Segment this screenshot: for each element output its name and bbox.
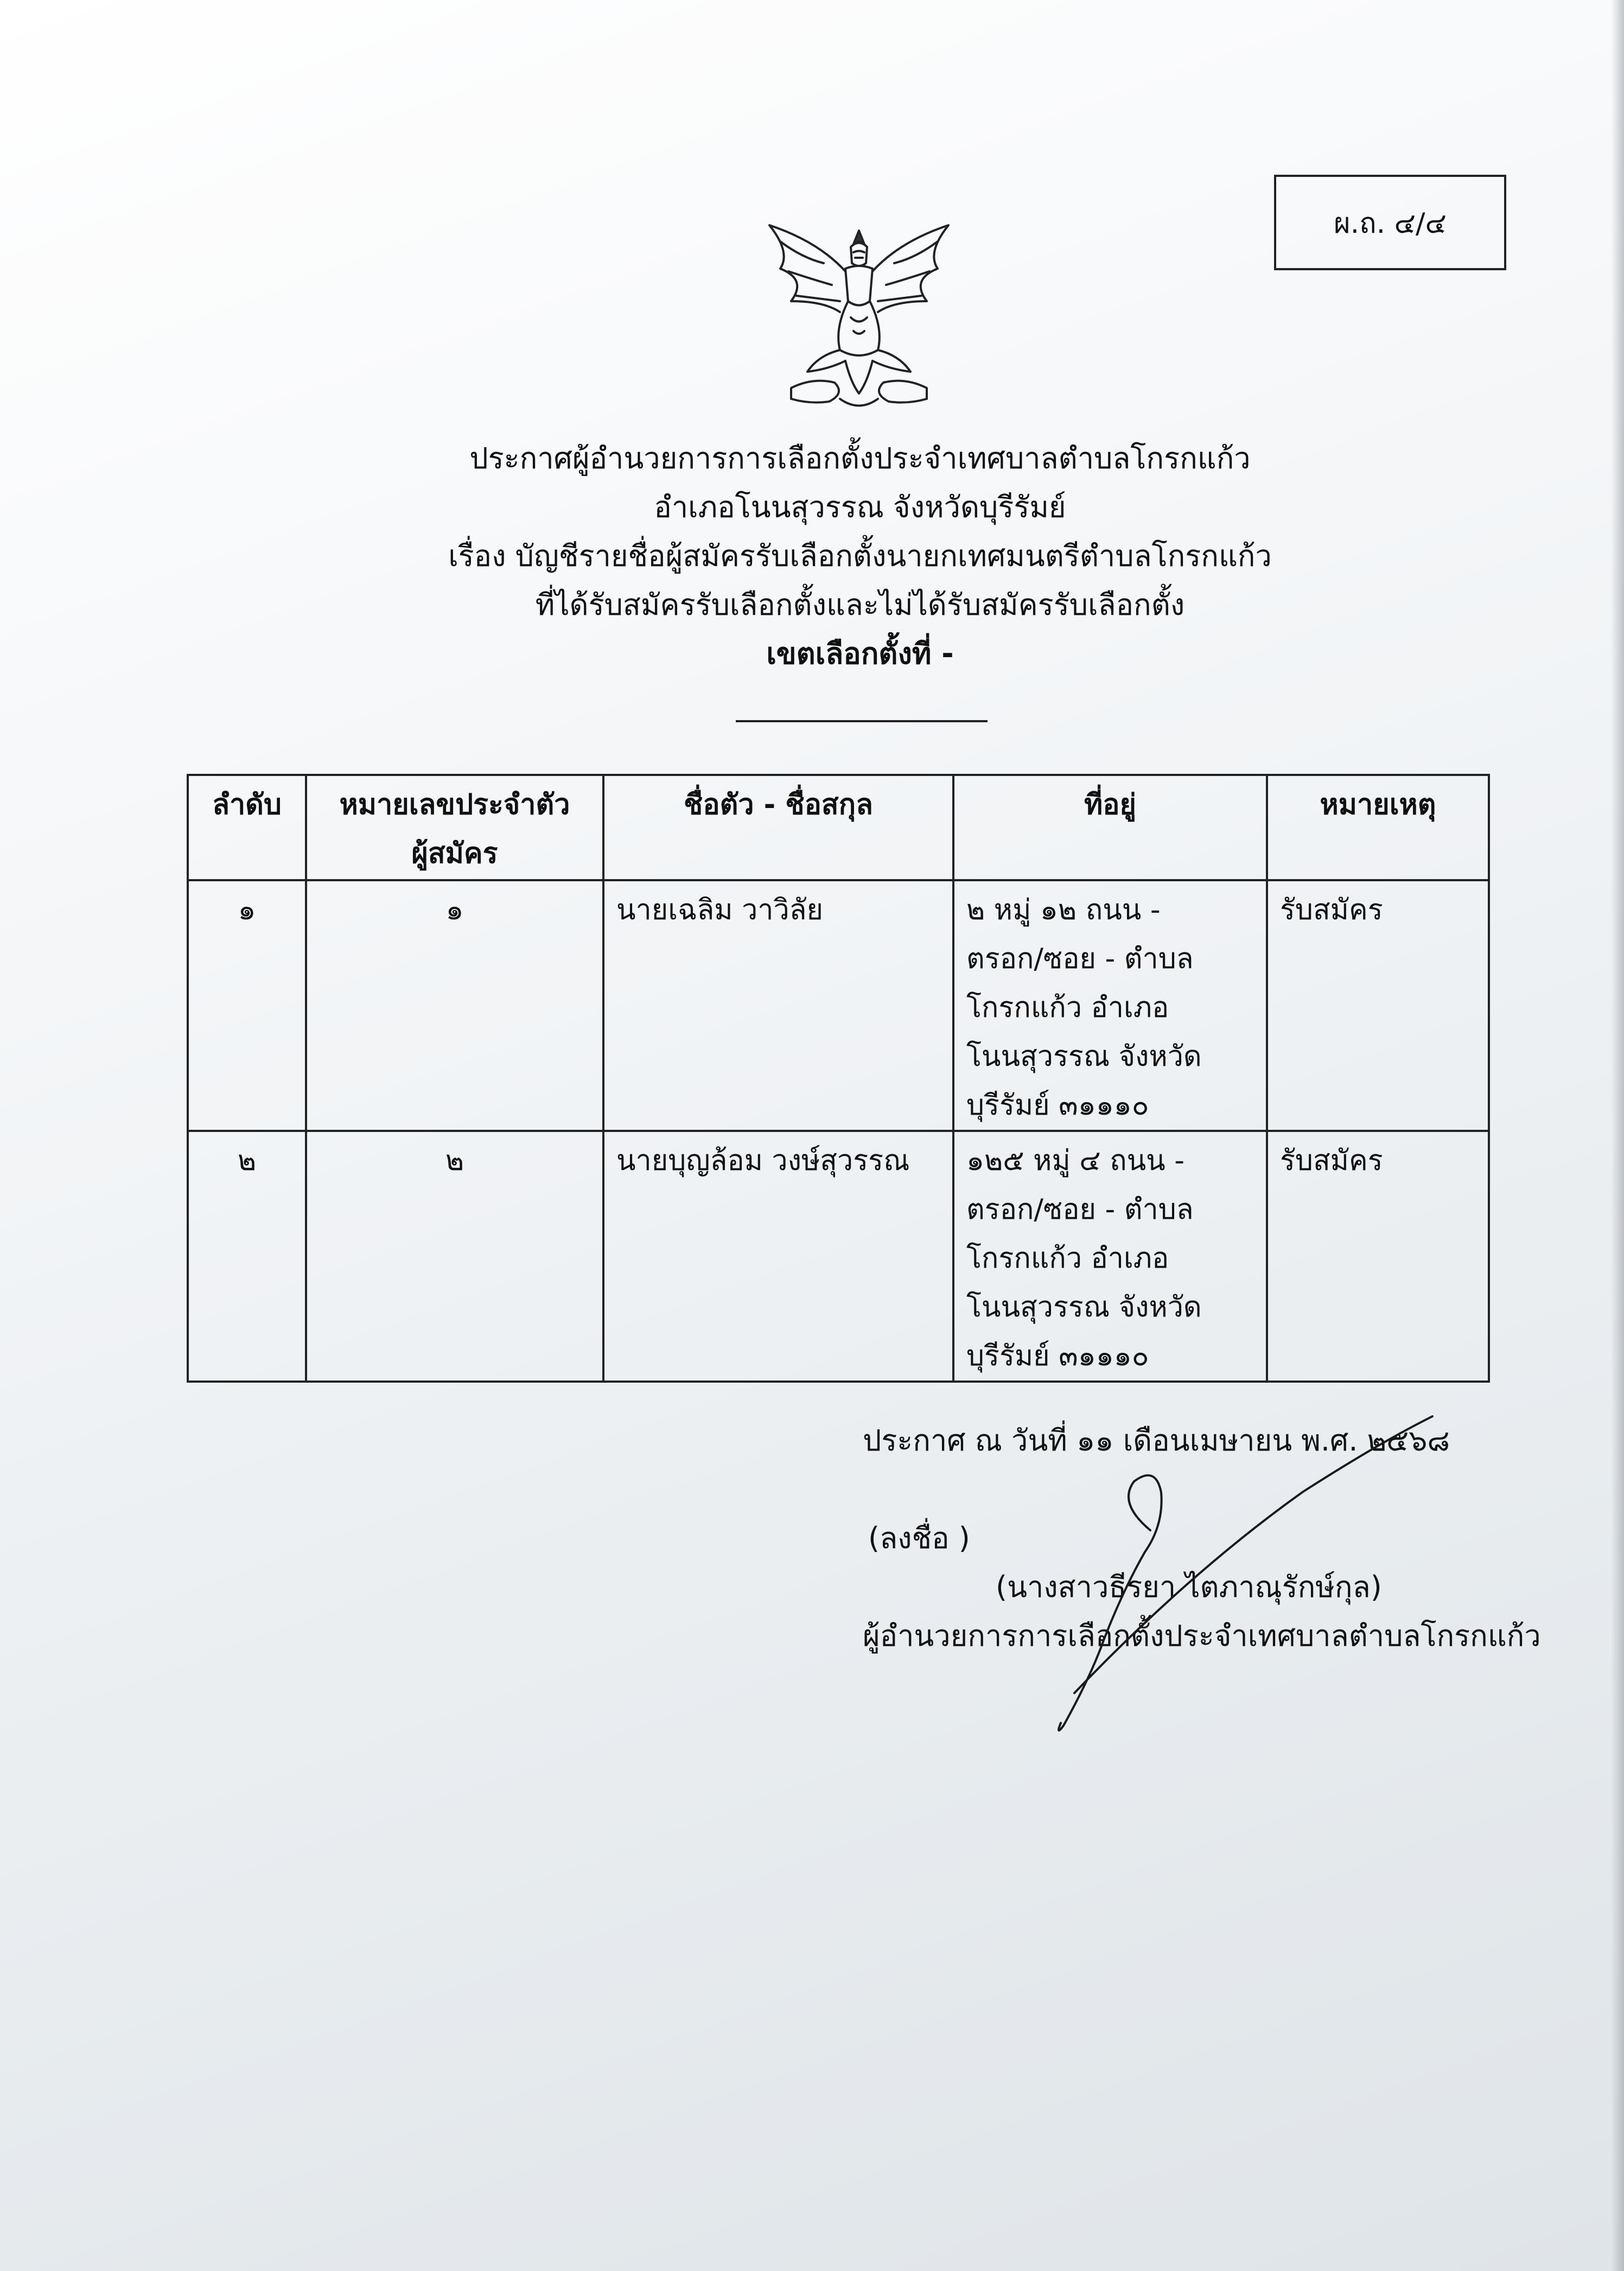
form-code-box bbox=[1274, 175, 1506, 270]
row-order: ๒ bbox=[188, 1131, 306, 1382]
address-line: บุรีรัมย์ ๓๑๑๑๐ bbox=[966, 1340, 1149, 1372]
row-candidate-no: ๒ bbox=[306, 1131, 603, 1382]
header-line-2: อำเภอโนนสุวรรณ จังหวัดบุรีรัมย์ bbox=[654, 490, 1066, 524]
table-row bbox=[188, 880, 1489, 1131]
row-name: นายเฉลิม วาวิลัย bbox=[603, 880, 953, 1131]
form-code: ผ.ถ. ๔/๔ bbox=[1334, 207, 1447, 240]
address-line: โกรกแก้ว อำเภอ bbox=[966, 1242, 1169, 1275]
address-line: ตรอก/ซอย - ตำบล bbox=[966, 943, 1194, 975]
address-line: ๒ หมู่ ๑๒ ถนน - bbox=[966, 894, 1161, 926]
col-remark: หมายเหตุ bbox=[1267, 775, 1489, 880]
col-candidate-no-line2: ผู้สมัคร bbox=[411, 837, 498, 870]
col-address: ที่อยู่ bbox=[953, 775, 1267, 880]
signer-title: ผู้อำนวยการการเลือกตั้งประจำเทศบาลตำบลโกรกแก้ว bbox=[863, 1619, 1541, 1653]
col-order: ลำดับ bbox=[188, 775, 306, 880]
address-line: ตรอก/ซอย - ตำบล bbox=[966, 1193, 1194, 1226]
row-candidate-no: ๑ bbox=[306, 880, 603, 1131]
table-row bbox=[188, 1131, 1489, 1382]
row-address bbox=[953, 1131, 1267, 1382]
address-line: บุรีรัมย์ ๓๑๑๑๐ bbox=[966, 1089, 1149, 1122]
announcement-date: ประกาศ ณ วันที่ ๑๑ เดือนเมษายน พ.ศ. ๒๕๖๘ bbox=[863, 1423, 1450, 1458]
handwritten-signature bbox=[1053, 1411, 1465, 1736]
address-line: โกรกแก้ว อำเภอ bbox=[966, 991, 1169, 1024]
address-line: ๑๒๕ หมู่ ๔ ถนน - bbox=[966, 1144, 1185, 1177]
header-line-5: เขตเลือกตั้งที่ - bbox=[766, 637, 954, 671]
candidate-table bbox=[187, 774, 1490, 1383]
header-line-1: ประกาศผู้อำนวยการการเลือกตั้งประจำเทศบาลตำบลโกรกแก้ว bbox=[469, 441, 1251, 475]
address-line: โนนสุวรรณ จังหวัด bbox=[966, 1291, 1202, 1324]
col-candidate-no bbox=[306, 775, 603, 880]
col-candidate-no-line1: หมายเลขประจำตัว bbox=[339, 788, 570, 821]
header-line-4: ที่ได้รับสมัครรับเลือกตั้งและไม่ได้รับสมัครรับเลือกตั้ง bbox=[535, 588, 1185, 622]
garuda-emblem-icon bbox=[759, 220, 959, 426]
header-divider bbox=[736, 720, 988, 722]
row-address bbox=[953, 880, 1267, 1131]
col-name: ชื่อตัว - ชื่อสกุล bbox=[603, 775, 953, 880]
signer-name: (นางสาวธีรยา ไตภาณุรักษ์กุล) bbox=[996, 1570, 1382, 1604]
sign-label: (ลงชื่อ ) bbox=[868, 1521, 970, 1555]
row-remark: รับสมัคร bbox=[1267, 1131, 1489, 1382]
row-name: นายบุญล้อม วงษ์สุวรรณ bbox=[603, 1131, 953, 1382]
address-line: โนนสุวรรณ จังหวัด bbox=[966, 1040, 1202, 1073]
table-header-row bbox=[188, 775, 1489, 880]
row-remark: รับสมัคร bbox=[1267, 880, 1489, 1131]
row-order: ๑ bbox=[188, 880, 306, 1131]
header-line-3: เรื่อง บัญชีรายชื่อผู้สมัครรับเลือกตั้งนายกเทศมนตรีตำบลโกรกแก้ว bbox=[448, 539, 1272, 573]
announcement-header bbox=[0, 434, 1624, 678]
